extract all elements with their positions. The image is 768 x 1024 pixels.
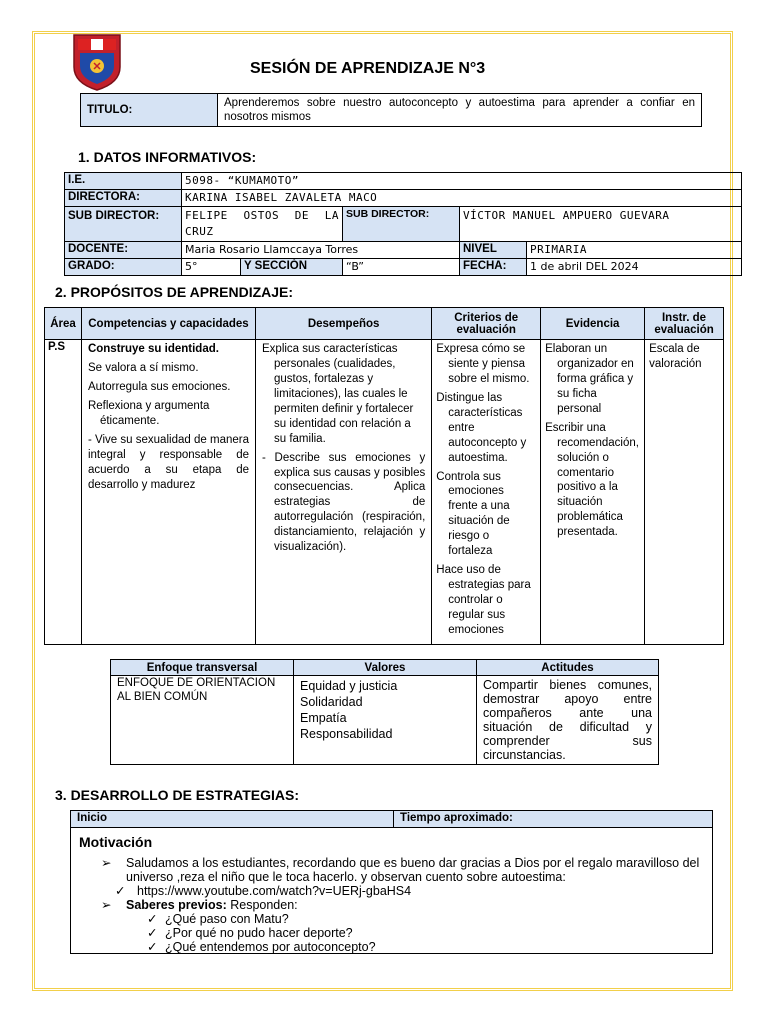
criterio-2: Distingue las características entre autoconcepto y autoestima. — [436, 391, 527, 464]
grado-label: GRADO: — [65, 259, 182, 276]
propositos-heading: 2. PROPÓSITOS DE APRENDIZAJE: — [55, 284, 294, 300]
docente-value: Maria Rosario Llamccaya Torres — [182, 242, 460, 259]
actitudes-value: Compartir bienes comunes, demostrar apoyo entre compañeros ante una situación de dificultad y comprender sus circunstancias. — [477, 676, 659, 765]
capacidad-2: Autorregula sus emociones. — [87, 380, 231, 393]
pregunta-3: ¿Qué entendemos por autoconcepto? — [165, 940, 376, 954]
grado-value: 5° — [182, 259, 241, 276]
checkmark-icon: ✓ — [147, 912, 158, 926]
valor-1: Equidad y justicia — [300, 679, 398, 693]
titulo-label: TITULO: — [81, 94, 218, 127]
subdir-value: FELIPE OSTOS DE LA CRUZ — [182, 207, 343, 242]
valor-2: Solidaridad — [300, 695, 363, 709]
checkmark-icon: ✓ — [147, 926, 158, 940]
titulo-table — [80, 93, 702, 127]
list-item — [71, 884, 712, 898]
propositos-table — [44, 307, 724, 645]
list-item — [71, 940, 712, 954]
checkmark-icon: ✓ — [147, 940, 158, 954]
ie-label: I.E. — [65, 173, 182, 190]
arrow-bullet-icon: ➢ — [101, 856, 112, 870]
header-actitudes: Actitudes — [477, 660, 659, 676]
subdir2-value: VÍCTOR MANUEL AMPUERO GUEVARA — [460, 207, 742, 242]
nivel-label: NIVEL — [460, 242, 527, 259]
session-title: SESIÓN DE APRENDIZAJE N°3 — [250, 60, 486, 77]
evidencia-2: Escribir una recomendación, solución o comentario positivo a la situación problemática presentada. — [545, 421, 639, 539]
video-link[interactable]: https://www.youtube.com/watch?v=UERj-gbaHS4 — [137, 884, 412, 898]
competencia: Construye su identidad. — [87, 343, 219, 355]
directora-label: DIRECTORA: — [65, 190, 182, 207]
directora-value: KARINA ISABEL ZAVALETA MACO — [182, 190, 742, 207]
motivacion-title: Motivación — [79, 834, 153, 850]
header-area: Área — [45, 308, 82, 340]
arrow-bullet-icon: ➢ — [101, 898, 112, 912]
inicio-label: Inicio — [71, 811, 394, 827]
saberes-text: Responden: — [226, 898, 298, 912]
criterio-4: Hace uso de estrategias para controlar o regular sus emociones — [436, 564, 531, 636]
list-item — [71, 926, 712, 940]
checkmark-icon: ✓ — [115, 884, 126, 898]
seccion-value: “B” — [343, 259, 460, 276]
datos-table — [64, 172, 742, 276]
desempeno-1: Explica sus características personales (cualidades, gustos, fortalezas y limitaciones), las cuales le permiten definir y fortalecer su identidad con relación a su familia. — [262, 343, 414, 445]
saberes-label: Saberes previos: — [126, 898, 227, 912]
desarrollo-box — [70, 810, 713, 954]
criterio-1: Expresa cómo se siente y piensa sobre el mismo. — [436, 343, 530, 385]
valor-4: Responsabilidad — [300, 727, 393, 741]
seccion-label: Y SECCIÓN — [241, 259, 343, 276]
header-enfoque: Enfoque transversal — [111, 660, 294, 676]
subdir-label: SUB DIRECTOR: — [65, 207, 182, 242]
capacidad-3: Reflexiona y argumenta éticamente. — [87, 399, 210, 427]
evidencia-1: Elaboran un organizador en forma gráfica y su ficha personal — [545, 343, 634, 415]
header-instrumento: Instr. de evaluación — [645, 308, 724, 340]
list-item — [71, 912, 712, 926]
fecha-value: 1 de abril DEL 2024 — [527, 259, 742, 276]
nivel-value: PRIMARIA — [527, 242, 742, 259]
list-item: ➢ Saludamos a los estudiantes, recordando que es bueno dar gracias a Dios por el regalo maravilloso del universo ,reza el niño que le toca hacerlo. y observan cuento sobre autoestima: — [101, 856, 700, 884]
motivacion-list — [71, 856, 712, 954]
enfoque-table — [110, 659, 659, 765]
criterio-3: Controla sus emociones frente a una situación de riesgo o fortaleza — [436, 470, 510, 558]
area-value: P.S — [45, 340, 82, 645]
capacidad-1: Se valora a sí mismo. — [87, 361, 199, 374]
subdir2-label: SUB DIRECTOR: — [343, 207, 460, 242]
school-logo — [72, 33, 122, 91]
pregunta-2: ¿Por qué no pudo hacer deporte? — [165, 926, 353, 940]
fecha-label: FECHA: — [460, 259, 527, 276]
desarrollo-heading: 3. DESARROLLO DE ESTRATEGIAS: — [55, 787, 299, 803]
instrumento-value: Escala de valoración — [649, 343, 702, 370]
pregunta-1: ¿Qué paso con Matu? — [165, 912, 289, 926]
header-competencias: Competencias y capacidades — [81, 308, 255, 340]
datos-heading: 1. DATOS INFORMATIVOS: — [78, 149, 257, 165]
list-item — [71, 898, 712, 912]
desempeno-2: - Describe sus emociones y explica sus causas y posibles consecuencias. Aplica estrategias de autorregulación (respiración, distanciamiento, relajación y visualización). — [262, 451, 426, 554]
header-evidencia: Evidencia — [541, 308, 645, 340]
enfoque-value: ENFOQUE DE ORIENTACION AL BIEN COMÚN — [111, 676, 294, 765]
ie-value: 5098- “KUMAMOTO” — [182, 173, 742, 190]
titulo-value: Aprenderemos sobre nuestro autoconcepto y autoestima para aprender a confiar en nosotros mismos — [218, 94, 702, 127]
capacidad-4: - Vive su sexualidad de manera integral y responsable de acuerdo a su etapa de desarrollo y madurez — [87, 433, 249, 491]
docente-label: DOCENTE: — [65, 242, 182, 259]
valor-3: Empatía — [300, 711, 347, 725]
tiempo-label: Tiempo aproximado: — [400, 812, 513, 824]
header-desempenos: Desempeños — [256, 308, 432, 340]
header-valores: Valores — [294, 660, 477, 676]
header-criterios: Criterios de evaluación — [432, 308, 541, 340]
